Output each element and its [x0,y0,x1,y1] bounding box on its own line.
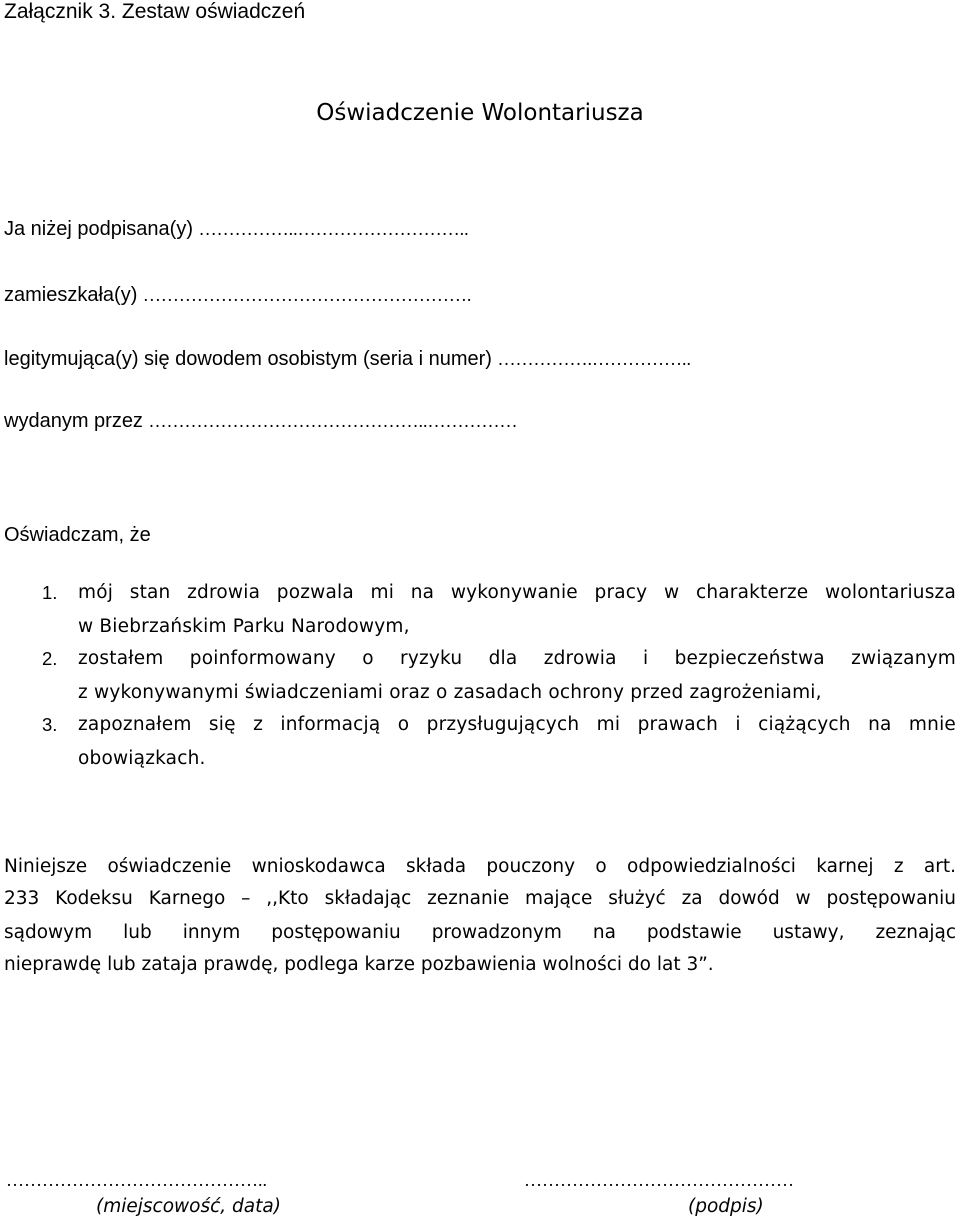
field-id-card-label: legitymująca(y) się dowodem osobistym (seria i numer) [4,348,492,370]
item-3-line-1: zapoznałem się z informacją o przysługujących mi prawach i ciążących na mnie [78,714,956,735]
field-address-label: zamieszkała(y) [4,284,138,306]
field-address [4,284,471,307]
signature-label: (podpis) [688,1196,764,1217]
field-issued-by-label: wydanym przez [4,410,143,432]
statement-line-4: nieprawdę lub zataja prawdę, podlega karze pozbawienia wolności do lat 3”. [4,954,714,975]
field-signatory-dots: ……………..……………………….. [198,219,469,239]
field-signatory [4,218,469,241]
annex-header: Załącznik 3. Zestaw oświadczeń [4,0,306,23]
place-date-label: (miejscowość, data) [96,1196,281,1217]
item-1-line-2: w Biebrzańskim Parku Narodowym, [78,616,410,637]
item-3-line-2: obowiązkach. [78,748,206,769]
statement-line-2: 233 Kodeksu Karnego – ,,Kto składając zeznanie mające służyć za dowód w postępowaniu [4,888,956,909]
signature-dots: ……………………………………… [524,1170,794,1190]
item-2-number: 2. [42,648,58,669]
field-id-card-dots: …………….…………….. [497,349,692,369]
field-id-card [4,348,691,371]
item-1-line-1: mój stan zdrowia pozwala mi na wykonywanie pracy w charakterze wolontariusza [78,582,956,603]
statement-line-3: sądowym lub innym postępowaniu prowadzonym na podstawie ustawy, zeznając [4,922,956,943]
place-date-dots: …………………………………….. [6,1170,267,1190]
document-title: Oświadczenie Wolontariusza [316,100,644,126]
item-3-number: 3. [42,714,58,735]
item-2-line-2: z wykonywanymi świadczeniami oraz o zasadach ochrony przed zagrożeniami, [78,682,822,703]
field-signatory-label: Ja niżej podpisana(y) [4,218,193,240]
field-issued-by [4,410,518,433]
field-address-dots: ………………………………………………. [142,285,472,305]
field-issued-by-dots: ………………………………………..…………… [148,411,518,431]
item-2-line-1: zostałem poinformowany o ryzyku dla zdrowia i bezpieczeństwa związanym [78,648,956,669]
statement-line-1: Niniejsze oświadczenie wnioskodawca składa pouczony o odpowiedzialności karnej z art. [4,856,956,877]
item-1-number: 1. [42,582,58,603]
declaration-intro: Oświadczam, że [4,524,151,546]
